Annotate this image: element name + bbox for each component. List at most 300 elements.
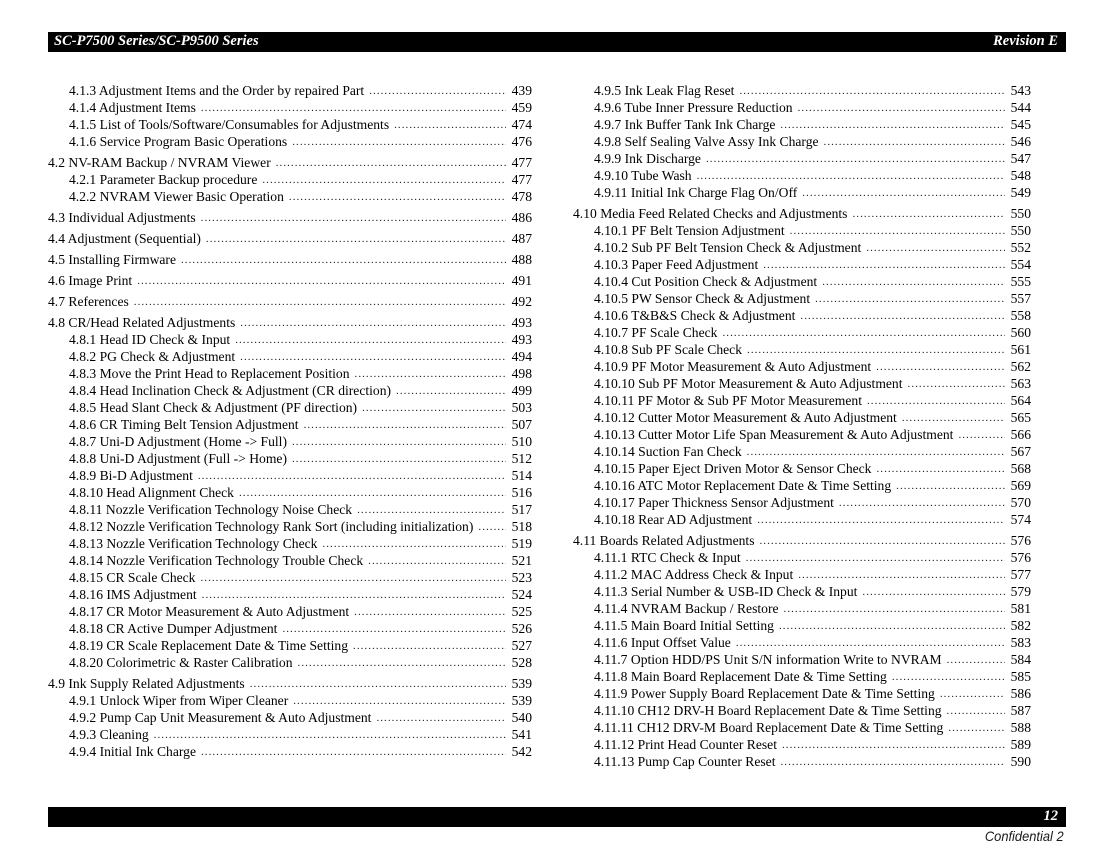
toc-entry-page: 476 (511, 134, 532, 149)
toc-entry-title: 4.3 Individual Adjustments (48, 210, 196, 225)
toc-subsection-entry[interactable] (48, 637, 532, 654)
toc-subsection-entry[interactable] (48, 484, 532, 501)
toc-section-entry[interactable] (48, 293, 532, 310)
toc-subsection-entry[interactable] (48, 709, 532, 726)
dot-leader (304, 418, 506, 433)
toc-entry-title: 4.8.14 Nozzle Verification Technology Trouble Check (69, 553, 364, 568)
dot-leader (292, 135, 506, 150)
toc-entry-page: 525 (511, 604, 532, 619)
toc-entry-title: 4.10.17 Paper Thickness Sensor Adjustment (594, 495, 834, 510)
toc-entry-page: 577 (1010, 567, 1031, 582)
dot-leader (759, 534, 1005, 549)
dot-leader (779, 619, 1005, 634)
toc-subsection-entry[interactable] (48, 416, 532, 433)
toc-entry-title: 4.10.1 PF Belt Tension Adjustment (594, 223, 785, 238)
toc-subsection-entry[interactable] (573, 324, 1031, 341)
toc-entry-page: 544 (1010, 100, 1031, 115)
toc-subsection-entry[interactable] (573, 222, 1031, 239)
toc-subsection-entry[interactable] (48, 433, 532, 450)
toc-entry-page: 523 (511, 570, 532, 585)
toc-subsection-entry[interactable] (48, 692, 532, 709)
dot-leader (289, 190, 506, 205)
toc-entry-page: 562 (1010, 359, 1031, 374)
toc-subsection-entry[interactable] (573, 753, 1031, 770)
toc-entry-page: 561 (1010, 342, 1031, 357)
dot-leader (355, 367, 506, 382)
dot-leader (239, 486, 506, 501)
dot-leader (802, 186, 1005, 201)
toc-entry-page: 574 (1010, 512, 1031, 527)
toc-entry-title: 4.11.9 Power Supply Board Replacement Date & Time Setting (594, 686, 935, 701)
toc-entry-title: 4.9.2 Pump Cap Unit Measurement & Auto Adjustment (69, 710, 372, 725)
toc-entry-page: 576 (1010, 533, 1031, 548)
dot-leader (815, 292, 1005, 307)
toc-section-entry[interactable] (573, 532, 1031, 549)
toc-entry-title: 4.8.10 Head Alignment Check (69, 485, 234, 500)
dot-leader (824, 135, 1005, 150)
toc-entry-title: 4.8.1 Head ID Check & Input (69, 332, 231, 347)
toc-entry-title: 4.11.2 MAC Address Check & Input (594, 567, 794, 582)
dot-leader (947, 704, 1005, 719)
page-footer-bar (48, 807, 1066, 827)
toc-subsection-entry[interactable] (573, 685, 1031, 702)
toc-entry-title: 4.8.7 Uni-D Adjustment (Home -> Full) (69, 434, 287, 449)
dot-leader (862, 585, 1005, 600)
toc-entry-title: 4.8.11 Nozzle Verification Technology Noise Check (69, 502, 353, 517)
toc-entry-title: 4.11.10 CH12 DRV-H Board Replacement Date & Time Setting (594, 703, 942, 718)
toc-subsection-entry[interactable] (573, 634, 1031, 651)
toc-subsection-entry[interactable] (573, 583, 1031, 600)
toc-subsection-entry[interactable] (573, 375, 1031, 392)
toc-entry-page: 546 (1010, 134, 1031, 149)
toc-section-entry[interactable] (48, 675, 532, 692)
revision-label: Revision E (993, 33, 1058, 49)
toc-entry-title: 4.8.17 CR Motor Measurement & Auto Adjustment (69, 604, 350, 619)
toc-section-entry[interactable] (48, 154, 532, 171)
toc-entry-title: 4.10.13 Cutter Motor Life Span Measurement & Auto Adjustment (594, 427, 954, 442)
dot-leader (376, 711, 506, 726)
toc-subsection-entry[interactable] (48, 348, 532, 365)
toc-entry-title: 4.11.12 Print Head Counter Reset (594, 737, 777, 752)
toc-entry-page: 567 (1010, 444, 1031, 459)
toc-entry-title: 4.1.6 Service Program Basic Operations (69, 134, 288, 149)
dot-leader (354, 605, 506, 620)
toc-subsection-entry[interactable] (573, 494, 1031, 511)
toc-entry-page: 588 (1010, 720, 1031, 735)
toc-subsection-entry[interactable] (48, 654, 532, 671)
dot-leader (896, 479, 1005, 494)
dot-leader (790, 224, 1005, 239)
toc-entry-title: 4.8.8 Uni-D Adjustment (Full -> Home) (69, 451, 287, 466)
toc-subsection-entry[interactable] (48, 501, 532, 518)
dot-leader (781, 755, 1006, 770)
toc-entry-page: 512 (511, 451, 532, 466)
toc-entry-page: 542 (511, 744, 532, 759)
toc-subsection-entry[interactable] (48, 450, 532, 467)
toc-entry-page: 526 (511, 621, 532, 636)
toc-entry-title: 4.8.2 PG Check & Adjustment (69, 349, 236, 364)
toc-entry-title: 4.9 Ink Supply Related Adjustments (48, 676, 245, 691)
toc-entry-page: 493 (511, 332, 532, 347)
document-title: SC-P7500 Series/SC-P9500 Series (54, 33, 259, 49)
toc-entry-title: 4.8.18 CR Active Dumper Adjustment (69, 621, 278, 636)
dot-leader (240, 350, 506, 365)
toc-subsection-entry[interactable] (573, 273, 1031, 290)
dot-leader (198, 469, 506, 484)
dot-leader (800, 309, 1005, 324)
dot-leader (282, 622, 506, 637)
toc-subsection-entry[interactable] (48, 82, 532, 99)
toc-entry-title: 4.5 Installing Firmware (48, 252, 176, 267)
toc-entry-page: 583 (1010, 635, 1031, 650)
toc-entry-page: 579 (1010, 584, 1031, 599)
dot-leader (852, 207, 1005, 222)
toc-subsection-entry[interactable] (573, 426, 1031, 443)
dot-leader (958, 428, 1005, 443)
toc-entry-page: 541 (511, 727, 532, 742)
toc-entry-title: 4.10.5 PW Sensor Check & Adjustment (594, 291, 811, 306)
dot-leader (181, 253, 506, 268)
dot-leader (202, 588, 506, 603)
confidential-label: Confidential 2 (985, 828, 1064, 844)
toc-entry-title: 4.8.12 Nozzle Verification Technology Rank Sort (including initialization) (69, 519, 474, 534)
toc-entry-title: 4.9.1 Unlock Wiper from Wiper Cleaner (69, 693, 289, 708)
toc-subsection-entry[interactable] (48, 133, 532, 150)
dot-leader (706, 152, 1005, 167)
toc-subsection-entry[interactable] (48, 535, 532, 552)
toc-entry-page: 554 (1010, 257, 1031, 272)
toc-subsection-entry[interactable] (573, 82, 1031, 99)
toc-entry-title: 4.2 NV-RAM Backup / NVRAM Viewer (48, 155, 271, 170)
toc-entry-title: 4.9.9 Ink Discharge (594, 151, 701, 166)
toc-subsection-entry[interactable] (48, 399, 532, 416)
dot-leader (292, 435, 506, 450)
toc-subsection-entry[interactable] (573, 409, 1031, 426)
toc-entry-page: 569 (1010, 478, 1031, 493)
toc-entry-page: 494 (511, 349, 532, 364)
toc-subsection-entry[interactable] (48, 365, 532, 382)
toc-subsection-entry[interactable] (573, 549, 1031, 566)
toc-subsection-entry[interactable] (573, 736, 1031, 753)
toc-subsection-entry[interactable] (573, 99, 1031, 116)
toc-entry-page: 586 (1010, 686, 1031, 701)
toc-entry-page: 545 (1010, 117, 1031, 132)
toc-subsection-entry[interactable] (573, 116, 1031, 133)
toc-entry-page: 493 (511, 315, 532, 330)
toc-entry-page: 510 (511, 434, 532, 449)
toc-entry-title: 4.10.9 PF Motor Measurement & Auto Adjustment (594, 359, 872, 374)
toc-entry-title: 4.9.11 Initial Ink Charge Flag On/Off (594, 185, 798, 200)
toc-entry-page: 486 (511, 210, 532, 225)
toc-entry-page: 582 (1010, 618, 1031, 633)
toc-section-entry[interactable] (48, 209, 532, 226)
toc-subsection-entry[interactable] (573, 392, 1031, 409)
dot-leader (876, 462, 1005, 477)
toc-subsection-entry[interactable] (48, 620, 532, 637)
toc-entry-page: 568 (1010, 461, 1031, 476)
dot-leader (201, 745, 506, 760)
toc-subsection-entry[interactable] (48, 552, 532, 569)
dot-leader (362, 401, 506, 416)
toc-section-entry[interactable] (48, 251, 532, 268)
dot-leader (876, 360, 1005, 375)
dot-leader (201, 211, 506, 226)
dot-leader (206, 232, 506, 247)
toc-subsection-entry[interactable] (48, 569, 532, 586)
dot-leader (892, 670, 1005, 685)
toc-entry-title: 4.10.16 ATC Motor Replacement Date & Time Setting (594, 478, 892, 493)
toc-section-entry[interactable] (573, 205, 1031, 222)
dot-leader (134, 295, 506, 310)
toc-entry-title: 4.10.3 Paper Feed Adjustment (594, 257, 759, 272)
dot-leader (798, 101, 1005, 116)
toc-subsection-entry[interactable] (48, 99, 532, 116)
dot-leader (839, 496, 1005, 511)
dot-leader (940, 687, 1005, 702)
dot-leader (154, 728, 506, 743)
toc-entry-title: 4.11.6 Input Offset Value (594, 635, 731, 650)
toc-entry-page: 507 (511, 417, 532, 432)
toc-entry-page: 558 (1010, 308, 1031, 323)
toc-entry-page: 527 (511, 638, 532, 653)
dot-leader (822, 275, 1005, 290)
toc-entry-title: 4.11.5 Main Board Initial Setting (594, 618, 774, 633)
toc-subsection-entry[interactable] (48, 586, 532, 603)
dot-leader (322, 537, 506, 552)
dot-leader (902, 411, 1005, 426)
toc-subsection-entry[interactable] (573, 290, 1031, 307)
toc-section-entry[interactable] (48, 272, 532, 289)
toc-subsection-entry[interactable] (573, 167, 1031, 184)
toc-entry-title: 4.8.16 IMS Adjustment (69, 587, 197, 602)
toc-entry-page: 528 (511, 655, 532, 670)
toc-entry-page: 524 (511, 587, 532, 602)
toc-subsection-entry[interactable] (48, 467, 532, 484)
toc-entry-title: 4.11.1 RTC Check & Input (594, 550, 741, 565)
dot-leader (697, 169, 1005, 184)
toc-subsection-entry[interactable] (573, 307, 1031, 324)
dot-leader (368, 554, 506, 569)
dot-leader (780, 118, 1005, 133)
toc-section-entry[interactable] (48, 314, 532, 331)
toc-left-column (48, 82, 532, 760)
dot-leader (948, 721, 1005, 736)
toc-entry-title: 4.9.3 Cleaning (69, 727, 149, 742)
toc-entry-page: 498 (511, 366, 532, 381)
dot-leader (293, 694, 506, 709)
dot-leader (747, 343, 1005, 358)
dot-leader (353, 639, 506, 654)
dot-leader (394, 118, 506, 133)
toc-entry-title: 4.8.15 CR Scale Check (69, 570, 196, 585)
toc-subsection-entry[interactable] (48, 331, 532, 348)
toc-entry-page: 584 (1010, 652, 1031, 667)
toc-subsection-entry[interactable] (573, 150, 1031, 167)
dot-leader (746, 551, 1005, 566)
toc-subsection-entry[interactable] (573, 256, 1031, 273)
toc-entry-page: 492 (511, 294, 532, 309)
toc-subsection-entry[interactable] (573, 566, 1031, 583)
toc-entry-page: 478 (511, 189, 532, 204)
toc-entry-title: 4.9.7 Ink Buffer Tank Ink Charge (594, 117, 776, 132)
dot-leader (866, 241, 1005, 256)
page-header-bar (48, 32, 1066, 52)
toc-subsection-entry[interactable] (573, 443, 1031, 460)
toc-subsection-entry[interactable] (573, 341, 1031, 358)
toc-entry-title: 4.11.7 Option HDD/PS Unit S/N information Write to NVRAM (594, 652, 942, 667)
toc-entry-title: 4.10.18 Rear AD Adjustment (594, 512, 753, 527)
dot-leader (784, 602, 1005, 617)
toc-entry-page: 560 (1010, 325, 1031, 340)
toc-entry-title: 4.10.14 Suction Fan Check (594, 444, 742, 459)
toc-entry-title: 4.8.13 Nozzle Verification Technology Check (69, 536, 318, 551)
toc-subsection-entry[interactable] (48, 188, 532, 205)
toc-entry-page: 590 (1010, 754, 1031, 769)
dot-leader (739, 84, 1005, 99)
toc-entry-page: 488 (511, 252, 532, 267)
toc-entry-title: 4.11.11 CH12 DRV-M Board Replacement Date & Time Setting (594, 720, 944, 735)
toc-subsection-entry[interactable] (573, 358, 1031, 375)
toc-entry-page: 539 (511, 693, 532, 708)
toc-entry-title: 4.2.2 NVRAM Viewer Basic Operation (69, 189, 284, 204)
toc-entry-page: 565 (1010, 410, 1031, 425)
toc-entry-page: 491 (511, 273, 532, 288)
toc-entry-title: 4.10.8 Sub PF Scale Check (594, 342, 743, 357)
dot-leader (947, 653, 1005, 668)
page-number: 12 (1043, 808, 1058, 824)
toc-entry-page: 581 (1010, 601, 1031, 616)
toc-entry-title: 4.11.13 Pump Cap Counter Reset (594, 754, 776, 769)
dot-leader (262, 173, 506, 188)
toc-subsection-entry[interactable] (573, 511, 1031, 528)
toc-entry-page: 550 (1010, 206, 1031, 221)
toc-entry-title: 4.8.5 Head Slant Check & Adjustment (PF direction) (69, 400, 358, 415)
toc-entry-title: 4.11.4 NVRAM Backup / Restore (594, 601, 779, 616)
toc-subsection-entry[interactable] (573, 617, 1031, 634)
toc-subsection-entry[interactable] (48, 743, 532, 760)
toc-entry-page: 547 (1010, 151, 1031, 166)
toc-subsection-entry[interactable] (573, 600, 1031, 617)
toc-entry-page: 503 (511, 400, 532, 415)
toc-entry-page: 587 (1010, 703, 1031, 718)
toc-entry-page: 570 (1010, 495, 1031, 510)
toc-entry-page: 589 (1010, 737, 1031, 752)
toc-subsection-entry[interactable] (573, 668, 1031, 685)
toc-entry-page: 474 (511, 117, 532, 132)
toc-entry-title: 4.1.3 Adjustment Items and the Order by repaired Part (69, 83, 365, 98)
toc-entry-page: 518 (511, 519, 532, 534)
dot-leader (292, 452, 506, 467)
dot-leader (757, 513, 1005, 528)
toc-entry-page: 549 (1010, 185, 1031, 200)
toc-entry-title: 4.9.5 Ink Leak Flag Reset (594, 83, 735, 98)
toc-subsection-entry[interactable] (573, 133, 1031, 150)
dot-leader (201, 101, 506, 116)
toc-entry-title: 4.10.7 PF Scale Check (594, 325, 718, 340)
toc-subsection-entry[interactable] (573, 477, 1031, 494)
toc-entry-page: 552 (1010, 240, 1031, 255)
toc-subsection-entry[interactable] (573, 651, 1031, 668)
toc-entry-title: 4.11.8 Main Board Replacement Date & Time Setting (594, 669, 887, 684)
dot-leader (747, 445, 1005, 460)
toc-subsection-entry[interactable] (573, 239, 1031, 256)
toc-entry-title: 4.7 References (48, 294, 129, 309)
dot-leader (369, 84, 506, 99)
toc-subsection-entry[interactable] (48, 116, 532, 133)
toc-entry-page: 585 (1010, 669, 1031, 684)
toc-entry-title: 4.4 Adjustment (Sequential) (48, 231, 201, 246)
toc-entry-title: 4.2.1 Parameter Backup procedure (69, 172, 258, 187)
toc-entry-title: 4.8 CR/Head Related Adjustments (48, 315, 236, 330)
toc-entry-title: 4.9.6 Tube Inner Pressure Reduction (594, 100, 793, 115)
dot-leader (736, 636, 1005, 651)
toc-subsection-entry[interactable] (48, 518, 532, 535)
toc-entry-page: 499 (511, 383, 532, 398)
dot-leader (867, 394, 1005, 409)
dot-leader (798, 568, 1005, 583)
toc-subsection-entry[interactable] (48, 726, 532, 743)
toc-subsection-entry[interactable] (573, 184, 1031, 201)
toc-entry-page: 521 (511, 553, 532, 568)
toc-entry-page: 519 (511, 536, 532, 551)
toc-right-column (573, 82, 1031, 770)
toc-entry-title: 4.8.4 Head Inclination Check & Adjustment (CR direction) (69, 383, 392, 398)
toc-entry-page: 557 (1010, 291, 1031, 306)
dot-leader (908, 377, 1005, 392)
toc-section-entry[interactable] (48, 230, 532, 247)
toc-entry-title: 4.9.10 Tube Wash (594, 168, 692, 183)
toc-subsection-entry[interactable] (573, 719, 1031, 736)
dot-leader (763, 258, 1005, 273)
toc-entry-page: 576 (1010, 550, 1031, 565)
toc-entry-page: 517 (511, 502, 532, 517)
toc-entry-title: 4.8.19 CR Scale Replacement Date & Time Setting (69, 638, 349, 653)
toc-subsection-entry[interactable] (573, 702, 1031, 719)
toc-entry-page: 555 (1010, 274, 1031, 289)
toc-entry-page: 439 (511, 83, 532, 98)
toc-entry-title: 4.10.2 Sub PF Belt Tension Check & Adjustment (594, 240, 862, 255)
toc-entry-page: 550 (1010, 223, 1031, 238)
toc-entry-title: 4.10.12 Cutter Motor Measurement & Auto Adjustment (594, 410, 897, 425)
dot-leader (276, 156, 506, 171)
toc-entry-page: 543 (1010, 83, 1031, 98)
toc-entry-page: 514 (511, 468, 532, 483)
dot-leader (298, 656, 506, 671)
toc-entry-page: 477 (511, 155, 532, 170)
toc-entry-page: 477 (511, 172, 532, 187)
toc-entry-title: 4.8.20 Colorimetric & Raster Calibration (69, 655, 293, 670)
dot-leader (240, 316, 506, 331)
toc-entry-page: 564 (1010, 393, 1031, 408)
toc-entry-title: 4.10.11 PF Motor & Sub PF Motor Measurement (594, 393, 862, 408)
toc-entry-title: 4.10.10 Sub PF Motor Measurement & Auto Adjustment (594, 376, 903, 391)
dot-leader (137, 274, 506, 289)
toc-entry-title: 4.1.4 Adjustment Items (69, 100, 196, 115)
toc-subsection-entry[interactable] (48, 171, 532, 188)
toc-entry-page: 540 (511, 710, 532, 725)
toc-entry-page: 516 (511, 485, 532, 500)
dot-leader (250, 677, 506, 692)
toc-entry-title: 4.11.3 Serial Number & USB-ID Check & Input (594, 584, 858, 599)
toc-entry-page: 539 (511, 676, 532, 691)
toc-subsection-entry[interactable] (48, 603, 532, 620)
toc-entry-title: 4.9.8 Self Sealing Valve Assy Ink Charge (594, 134, 819, 149)
toc-entry-page: 563 (1010, 376, 1031, 391)
toc-subsection-entry[interactable] (573, 460, 1031, 477)
dot-leader (200, 571, 506, 586)
toc-subsection-entry[interactable] (48, 382, 532, 399)
toc-entry-page: 548 (1010, 168, 1031, 183)
